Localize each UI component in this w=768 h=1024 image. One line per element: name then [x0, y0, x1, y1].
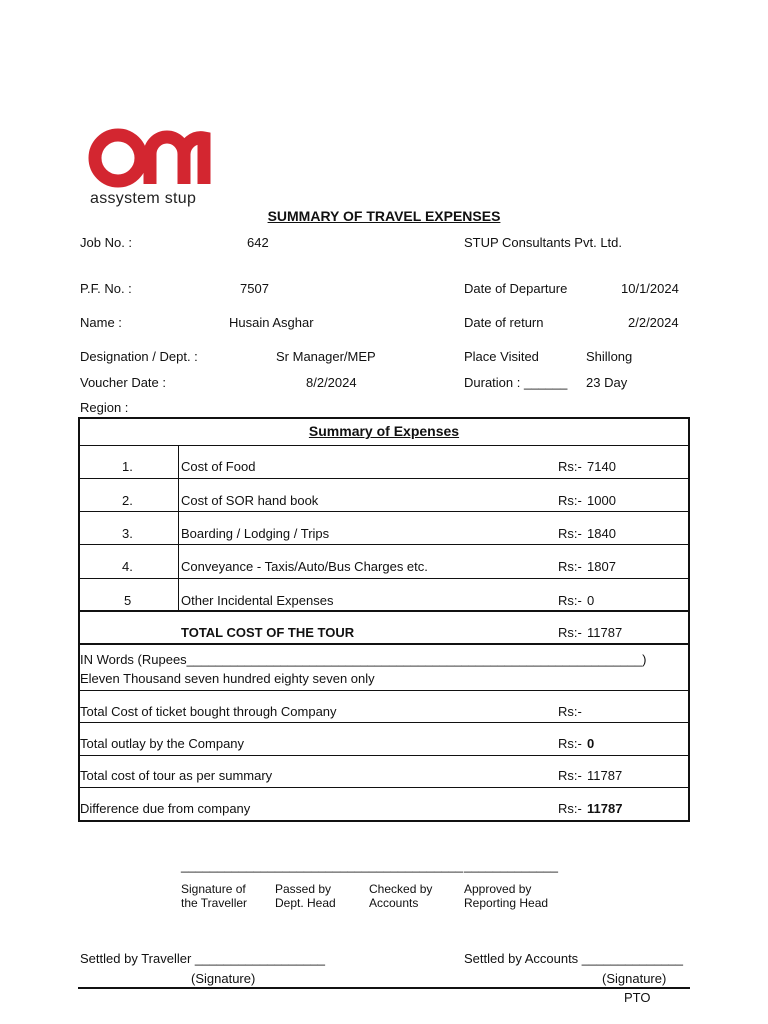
- logo-wordmark: assystem stup: [90, 190, 197, 207]
- place-label: Place Visited: [464, 349, 539, 364]
- item-amount: 7140: [587, 459, 616, 474]
- designation-label: Designation / Dept. :: [80, 349, 198, 364]
- signature-blank: _____________: [275, 858, 369, 873]
- departure-label: Date of Departure: [464, 281, 568, 296]
- settled-traveller: Settled by Traveller __________________: [80, 951, 326, 966]
- item-rs: Rs:-: [558, 593, 582, 608]
- job-value: 642: [247, 235, 269, 250]
- difference-rs: Rs:-: [558, 801, 582, 816]
- item-no: 3.: [122, 526, 133, 541]
- voucher-label: Voucher Date :: [80, 375, 166, 390]
- per-summary-amount: 11787: [587, 768, 623, 783]
- return-value: 2/2/2024: [628, 315, 679, 330]
- settled-accounts: Settled by Accounts ______________: [464, 951, 684, 966]
- item-amount: 1807: [587, 559, 616, 574]
- item-no: 4.: [122, 559, 133, 574]
- signature-blank: _____________: [464, 858, 558, 873]
- duration-value: 23 Day: [586, 375, 628, 390]
- signature-caption-right: (Signature): [602, 971, 667, 986]
- total-rs: Rs:-: [558, 625, 582, 640]
- traveller-signature-label: the Traveller: [181, 896, 248, 910]
- accounts-label: Accounts: [369, 896, 419, 910]
- item-rs: Rs:-: [558, 459, 582, 474]
- item-desc: Other Incidental Expenses: [181, 593, 334, 608]
- departure-value: 10/1/2024: [621, 281, 679, 296]
- voucher-value: 8/2/2024: [306, 375, 357, 390]
- ticket-rs: Rs:-: [558, 704, 582, 719]
- summary-heading: Summary of Expenses: [308, 423, 460, 439]
- per-summary-rs: Rs:-: [558, 768, 582, 783]
- outlay-amount: 0: [587, 736, 595, 751]
- difference-amount: 11787: [587, 801, 623, 816]
- item-desc: Cost of Food: [181, 459, 256, 474]
- return-label: Date of return: [464, 315, 544, 330]
- divider: [78, 643, 690, 645]
- total-label: TOTAL COST OF THE TOUR: [181, 625, 355, 640]
- item-desc: Conveyance - Taxis/Auto/Bus Charges etc.: [181, 559, 428, 574]
- words-value: Eleven Thousand seven hundred eighty seven only: [80, 671, 375, 686]
- item-rs: Rs:-: [558, 493, 582, 508]
- divider: [78, 690, 690, 691]
- outlay-label: Total outlay by the Company: [80, 736, 245, 751]
- item-no: 2.: [122, 493, 133, 508]
- divider: [78, 755, 690, 756]
- total-amount: 11787: [587, 625, 623, 640]
- job-label: Job No. :: [80, 235, 133, 250]
- duration-label: Duration : ______: [464, 375, 568, 390]
- region-label: Region :: [80, 400, 129, 415]
- divider: [78, 722, 690, 723]
- item-desc: Boarding / Lodging / Trips: [181, 526, 330, 541]
- signature-blank: _____________: [369, 858, 463, 873]
- pf-label: P.F. No. :: [80, 281, 132, 296]
- item-no: 1.: [122, 459, 133, 474]
- difference-label: Difference due from company: [80, 801, 251, 816]
- item-desc: Cost of SOR hand book: [181, 493, 319, 508]
- divider: [78, 610, 690, 612]
- item-amount: 1000: [587, 493, 616, 508]
- per-summary-label: Total cost of tour as per summary: [80, 768, 273, 783]
- company-name: STUP Consultants Pvt. Ltd.: [464, 235, 622, 250]
- item-rs: Rs:-: [558, 526, 582, 541]
- pto-note: PTO: [624, 990, 651, 1005]
- page-title: SUMMARY OF TRAVEL EXPENSES: [267, 208, 501, 224]
- item-rs: Rs:-: [558, 559, 582, 574]
- divider: [78, 544, 690, 545]
- divider: [78, 787, 690, 788]
- dept-head-label: Passed by: [275, 882, 332, 896]
- item-amount: 1840: [587, 526, 616, 541]
- designation-value: Sr Manager/MEP: [276, 349, 376, 364]
- place-value: Shillong: [586, 349, 633, 364]
- name-label: Name :: [80, 315, 122, 330]
- signature-caption-left: (Signature): [191, 971, 256, 986]
- item-amount: 0: [587, 593, 595, 608]
- accounts-label: Checked by: [369, 882, 433, 896]
- divider: [78, 445, 690, 446]
- item-no: 5: [124, 593, 132, 608]
- reporting-head-label: Reporting Head: [464, 896, 549, 910]
- column-divider: [178, 445, 179, 610]
- pf-value: 7507: [240, 281, 269, 296]
- ticket-label: Total Cost of ticket bought through Company: [80, 704, 337, 719]
- signature-blank: _____________: [181, 858, 275, 873]
- divider: [78, 578, 690, 579]
- name-value: Husain Asghar: [229, 315, 314, 330]
- reporting-head-label: Approved by: [464, 882, 532, 896]
- divider: [78, 511, 690, 512]
- traveller-signature-label: Signature of: [181, 882, 246, 896]
- outlay-rs: Rs:-: [558, 736, 582, 751]
- words-label: IN Words (Rupees_______________________________________________________________): [80, 652, 647, 667]
- divider: [78, 478, 690, 479]
- footer-rule: [78, 987, 690, 989]
- dept-head-label: Dept. Head: [275, 896, 336, 910]
